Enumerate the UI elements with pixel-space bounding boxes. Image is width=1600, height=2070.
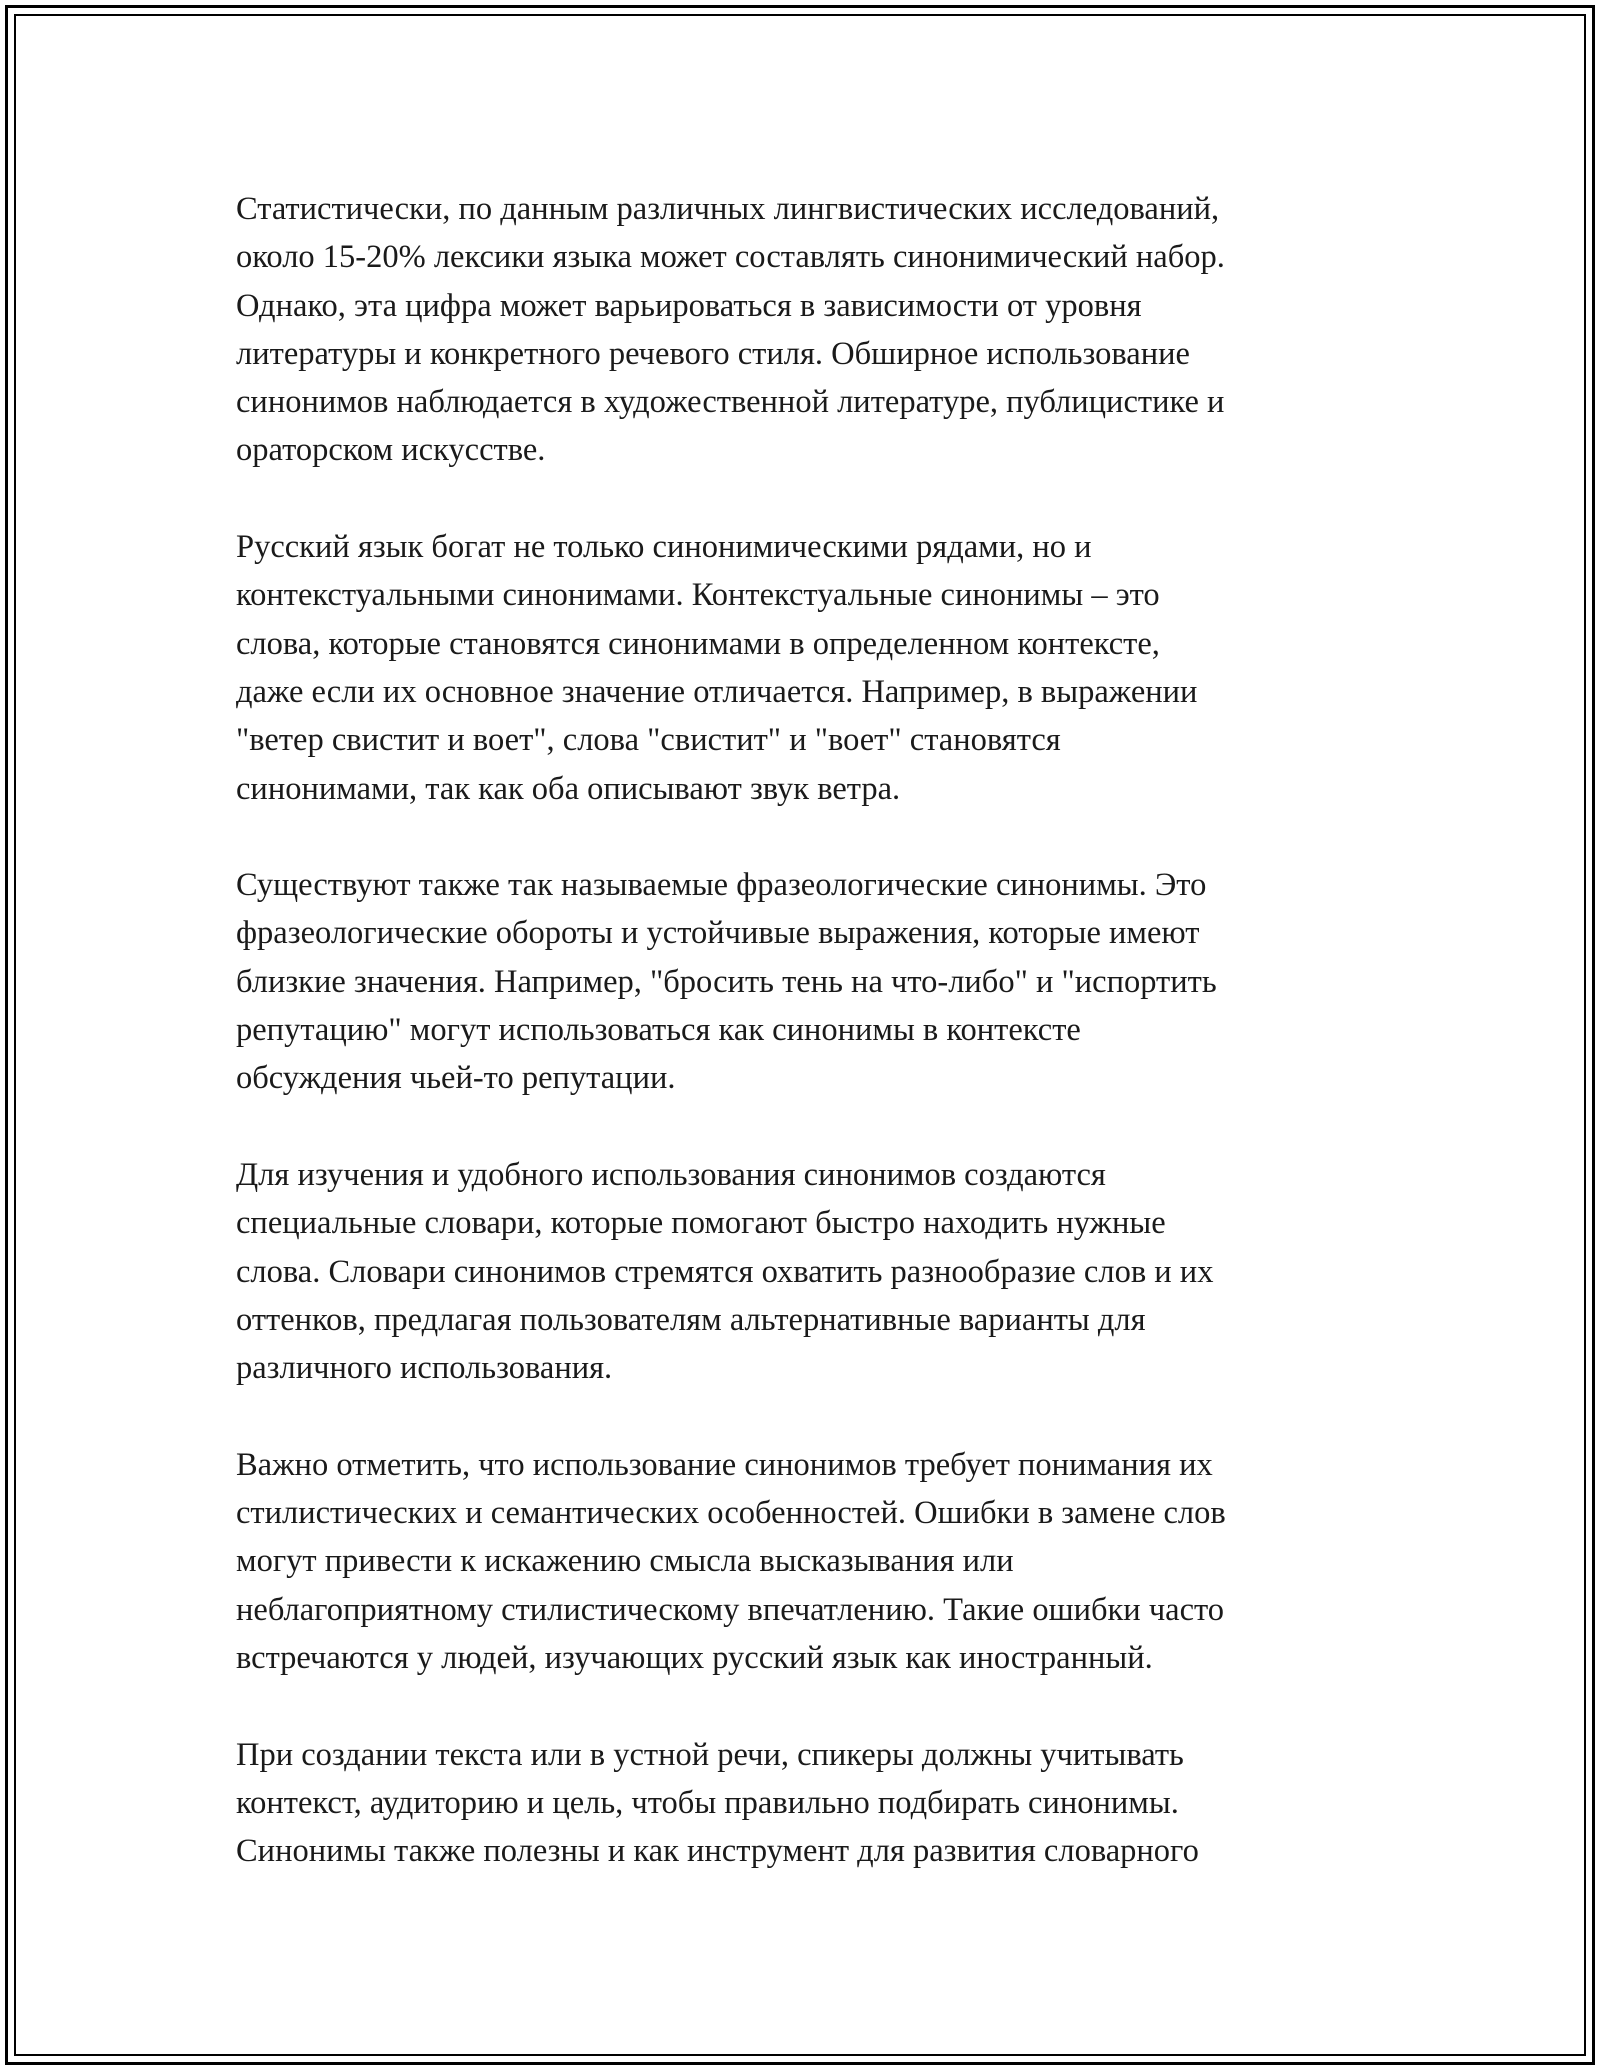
text-line: встречаются у людей, изучающих русский язык как иностранный. (236, 1639, 1153, 1676)
text-line: синонимов наблюдается в художественной литературе, публицистике и (236, 384, 1225, 421)
text-line: ораторском искусстве. (236, 432, 546, 469)
text-line: около 15-20% лексики языка может составлять синонимический набор. (236, 239, 1225, 276)
text-line: фразеологические обороты и устойчивые выражения, которые имеют (236, 915, 1200, 952)
text-line: Русский язык богат не только синонимическими рядами, но и (236, 529, 1092, 566)
text-line: даже если их основное значение отличается. Например, в выражении (236, 673, 1198, 710)
text-line: стилистических и семантических особенностей. Ошибки в замене слов (236, 1495, 1226, 1532)
paragraph (236, 523, 1406, 813)
text-line: слова. Словари синонимов стремятся охватить разнообразие слов и их (236, 1253, 1214, 1290)
text-line: Для изучения и удобного использования синонимов создаются (236, 1156, 1106, 1193)
text-line: специальные словари, которые помогают быстро находить нужные (236, 1205, 1166, 1242)
text-line: обсуждения чьей-то репутации. (236, 1060, 676, 1097)
text-line: контекстуальными синонимами. Контекстуальные синонимы – это (236, 577, 1160, 614)
text-line: литературы и конкретного речевого стиля. Обширное использование (236, 335, 1190, 372)
text-line: могут привести к искажению смысла высказывания или (236, 1543, 1014, 1580)
text-line: слова, которые становятся синонимами в определенном контексте, (236, 625, 1160, 662)
text-line: При создании текста или в устной речи, спикеры должны учитывать (236, 1736, 1184, 1773)
text-line: синонимами, так как оба описывают звук ветра. (236, 770, 901, 807)
text-line: Важно отметить, что использование синонимов требует понимания их (236, 1446, 1213, 1483)
text-line: Существуют также так называемые фразеологические синонимы. Это (236, 867, 1207, 904)
paragraph (236, 1731, 1406, 1876)
paragraph (236, 1151, 1406, 1392)
text-line: контекст, аудиторию и цель, чтобы правильно подбирать синонимы. (236, 1784, 1179, 1821)
text-line: репутацию" могут использоваться как синонимы в контексте (236, 1012, 1081, 1049)
paragraph (236, 185, 1406, 475)
text-line: неблагоприятному стилистическому впечатлению. Такие ошибки часто (236, 1591, 1225, 1628)
text-line: Синонимы также полезны и как инструмент для развития словарного (236, 1833, 1199, 1870)
paragraph (236, 1441, 1406, 1682)
paragraph (236, 861, 1406, 1102)
document-body (236, 185, 1406, 1924)
text-line: различного использования. (236, 1350, 613, 1387)
text-line: Статистически, по данным различных лингвистических исследований, (236, 191, 1220, 227)
text-line: оттенков, предлагая пользователям альтернативные варианты для (236, 1301, 1146, 1338)
text-line: близкие значения. Например, "бросить тень на что-либо" и "испортить (236, 963, 1217, 1000)
text-line: "ветер свистит и воет", слова "свистит" и "воет" становятся (236, 722, 1061, 759)
text-line: Однако, эта цифра может варьироваться в зависимости от уровня (236, 287, 1142, 324)
